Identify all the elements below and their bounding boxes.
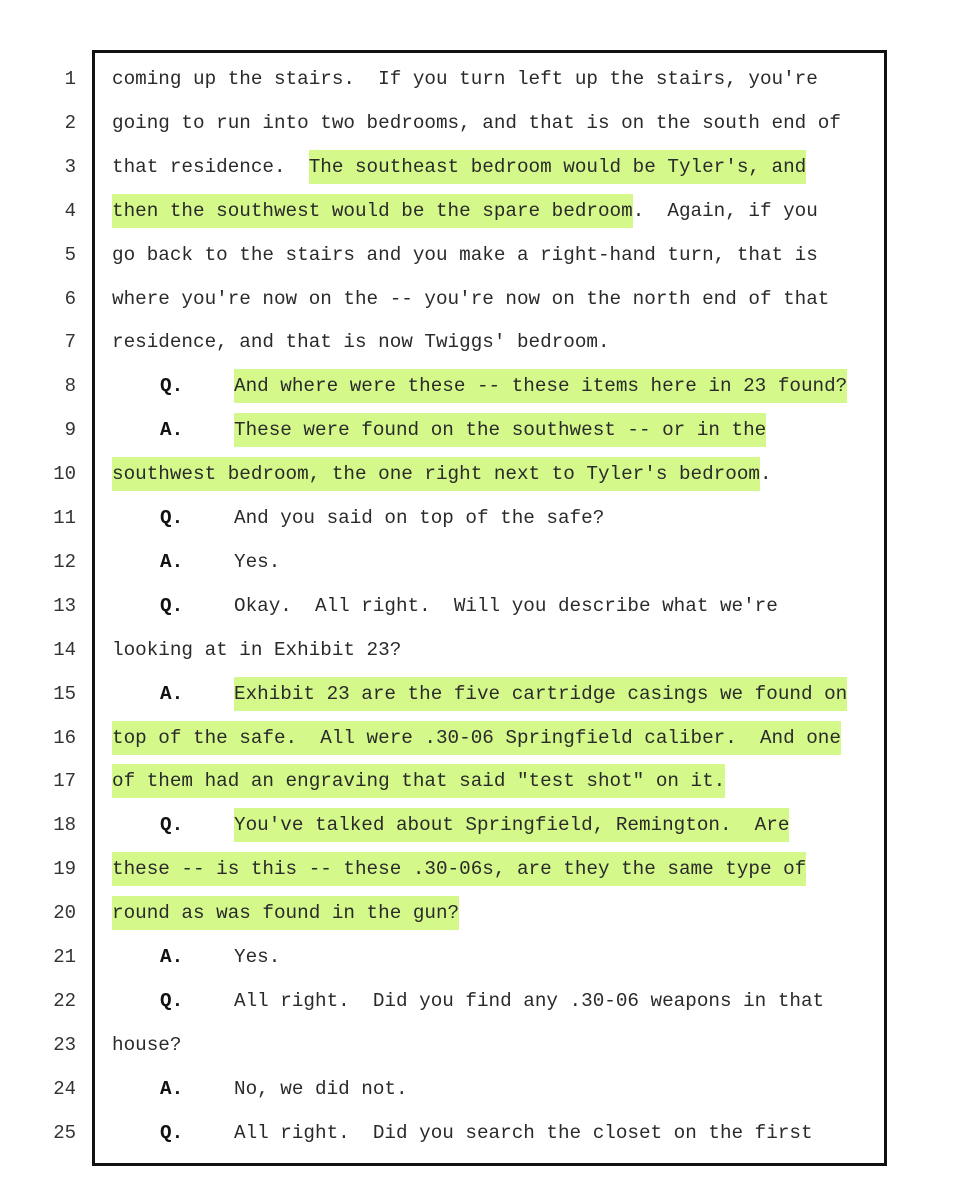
line-text [112,547,280,577]
line-text [112,459,772,489]
line-text [112,854,806,884]
line-text [112,152,806,182]
line-number: 13 [53,594,76,617]
line-plain-text: where you're now on the -- you're now on the north end of that [112,287,830,310]
line-number: 23 [53,1033,76,1056]
highlighted-text: The southeast bedroom would be Tyler's, and [309,150,807,184]
line-number: 25 [53,1121,76,1144]
transcript-line [0,108,961,138]
transcript-line [0,942,961,972]
line-plain-text: house? [112,1033,182,1056]
line-number: 8 [64,375,76,398]
line-plain-text: Okay. All right. Will you describe what we're [234,594,778,617]
answer-marker: A. [160,419,184,442]
highlighted-text: Exhibit 23 are the five cartridge casings we found on [234,677,847,711]
line-number: 10 [53,463,76,486]
line-text [112,240,818,270]
line-text [112,679,847,709]
line-number: 14 [53,638,76,661]
line-plain-text: All right. Did you search the closet on the first [234,1121,813,1144]
transcript-line [0,1030,961,1060]
line-number: 19 [53,858,76,881]
highlighted-text: southwest bedroom, the one right next to Tyler's bedroom [112,457,760,491]
transcript-line [0,1118,961,1148]
line-number: 18 [53,814,76,837]
line-text [112,810,789,840]
transcript-line [0,152,961,182]
line-text [112,898,459,928]
answer-marker: A. [160,682,184,705]
line-plain-text: that residence. [112,155,309,178]
transcript-line [0,1074,961,1104]
line-plain-text: . [759,463,772,486]
line-text [112,766,725,796]
line-text [112,1030,181,1060]
question-marker: Q. [160,507,184,529]
line-text [112,64,818,94]
line-text [112,942,280,972]
line-number: 12 [53,550,76,573]
question-marker: Q. [160,989,184,1012]
line-number: 1 [64,68,76,90]
transcript-line [0,591,961,621]
transcript-line [0,371,961,401]
line-number: 17 [53,770,76,793]
highlighted-text: round as was found in the gun? [112,896,459,930]
line-text [112,503,604,533]
question-marker: Q. [160,375,184,398]
transcript-line [0,810,961,840]
question-marker: Q. [160,1121,184,1144]
line-plain-text: No, we did not. [234,1077,408,1100]
highlighted-text: And where were these -- these items here in 23 found? [234,369,847,403]
answer-marker: A. [160,946,184,968]
transcript-line [0,415,961,445]
question-marker: Q. [160,594,184,617]
line-plain-text: go back to the stairs and you make a right-hand turn, that is [112,243,818,266]
highlighted-text: these -- is this -- these .30-06s, are they the same type of [112,852,806,886]
transcript-line [0,284,961,314]
line-number: 16 [53,726,76,749]
highlighted-text: then the southwest would be the spare bedroom [112,194,633,228]
line-text [112,635,401,665]
highlighted-text: You've talked about Springfield, Remington. Are [234,808,789,842]
transcript-line [0,854,961,884]
question-marker: Q. [160,814,184,837]
line-plain-text: All right. Did you find any .30-06 weapons in that [234,989,825,1012]
answer-marker: A. [160,550,184,573]
transcript-line [0,679,961,709]
line-number: 15 [53,682,76,705]
line-number: 20 [53,902,76,925]
highlighted-text: These were found on the southwest -- or in the [234,413,766,447]
line-text [112,986,824,1016]
line-text [112,415,766,445]
line-number: 6 [64,287,76,310]
line-number: 4 [64,199,76,222]
highlighted-text: top of the safe. All were .30-06 Springfield caliber. And one [112,721,841,755]
line-plain-text: And you said on top of the safe? [234,507,605,529]
line-plain-text: going to run into two bedrooms, and that is on the south end of [112,111,841,134]
line-number: 22 [53,989,76,1012]
line-text [112,108,841,138]
transcript-line [0,723,961,753]
line-plain-text: Yes. [234,946,281,968]
transcript-line [0,459,961,489]
transcript-line [0,547,961,577]
line-text [112,371,847,401]
line-number: 7 [64,331,76,354]
line-number: 3 [64,155,76,178]
line-number: 11 [53,507,76,529]
line-number: 21 [53,946,76,968]
line-text [112,327,610,357]
transcript-line [0,240,961,270]
line-number: 5 [64,243,76,266]
line-plain-text: . Again, if you [632,199,818,222]
transcript-line [0,635,961,665]
line-number: 24 [53,1077,76,1100]
transcript-line [0,327,961,357]
line-number: 2 [64,111,76,134]
line-text [112,196,818,226]
line-text [112,723,841,753]
line-plain-text: Yes. [234,550,281,573]
transcript-line [0,196,961,226]
transcript-line [0,898,961,928]
line-text [112,591,778,621]
line-plain-text: coming up the stairs. If you turn left up the stairs, you're [112,68,818,90]
transcript-line [0,766,961,796]
line-text [112,1118,813,1148]
transcript-line [0,986,961,1016]
highlighted-text: of them had an engraving that said "test shot" on it. [112,764,725,798]
line-number: 9 [64,419,76,442]
line-text [112,284,829,314]
transcript-line [0,503,961,533]
line-text [112,1074,408,1104]
line-plain-text: looking at in Exhibit 23? [112,638,402,661]
line-plain-text: residence, and that is now Twiggs' bedroom. [112,331,610,354]
transcript-line [0,64,961,94]
answer-marker: A. [160,1077,184,1100]
